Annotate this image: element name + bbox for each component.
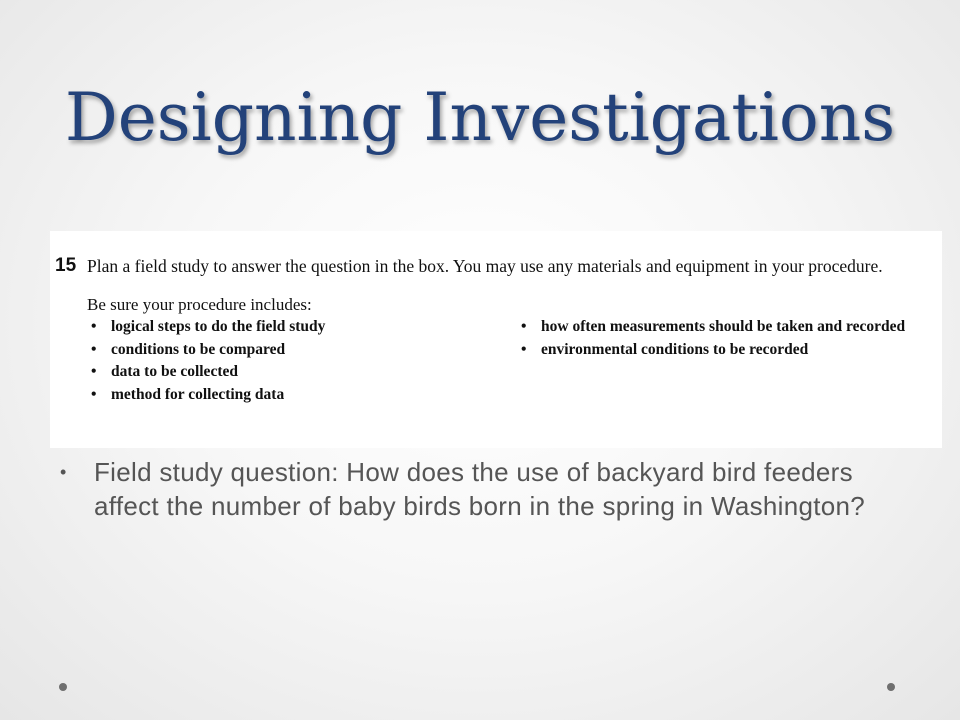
field-study-bullet: [60, 455, 920, 523]
bullet-dot-icon: •: [521, 318, 527, 335]
slide-title: Designing Investigations: [64, 79, 896, 156]
list-item: • logical steps to do the field study: [91, 316, 521, 339]
question-subheading: Be sure your procedure includes:: [87, 295, 312, 314]
question-header: [55, 255, 942, 278]
list-item: • conditions to be compared: [91, 339, 521, 362]
list-item: • environmental conditions to be recorded: [521, 339, 921, 362]
bullet-dot-icon: •: [91, 363, 97, 380]
list-item: • method for collecting data: [91, 384, 521, 407]
bullet-dot-icon: •: [91, 318, 97, 335]
question-image-box: [50, 231, 942, 448]
field-study-question: Field study question: How does the use of backyard bird feeders affect the number of baby birds born in the spring in Washington?: [94, 457, 866, 521]
requirement-list-right: [521, 316, 921, 406]
question-prompt: Plan a field study to answer the question in the box. You may use any materials and equipment in your procedure.: [87, 256, 883, 276]
question-number: 15: [55, 255, 77, 276]
decorative-dot-icon: [59, 683, 67, 691]
list-item: • data to be collected: [91, 361, 521, 384]
decorative-dot-icon: [887, 683, 895, 691]
list-item: • how often measurements should be taken and recorded: [521, 316, 921, 339]
bullet-icon: •: [60, 462, 67, 482]
bullet-dot-icon: •: [91, 340, 97, 358]
bullet-dot-icon: •: [521, 340, 527, 358]
bullet-dot-icon: •: [91, 385, 97, 403]
requirement-lists: [91, 316, 942, 406]
requirement-list-left: [91, 316, 521, 406]
